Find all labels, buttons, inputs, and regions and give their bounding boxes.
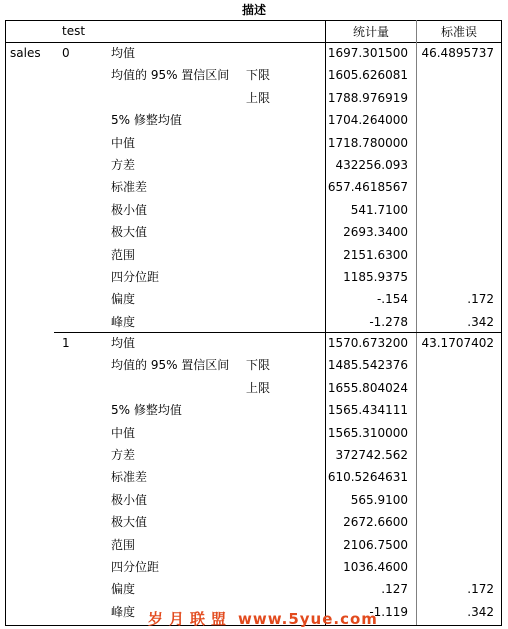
group-divider bbox=[54, 332, 502, 333]
row-label: 峰度 bbox=[111, 315, 136, 329]
row-label: 偏度 bbox=[111, 292, 136, 306]
row-statistic: 657.4618567 bbox=[327, 180, 408, 194]
row-statistic: 1718.780000 bbox=[327, 136, 408, 150]
row-label: 5% 修整均值 bbox=[111, 113, 182, 127]
row-std-error: .342 bbox=[467, 315, 494, 329]
row-statistic: 1485.542376 bbox=[327, 358, 408, 372]
row-statistic: 2106.7500 bbox=[343, 538, 408, 552]
group-level: 1 bbox=[62, 336, 70, 350]
row-statistic: 610.5264631 bbox=[327, 470, 408, 484]
row-std-error: 43.1707402 bbox=[421, 336, 494, 350]
row-statistic: 1788.976919 bbox=[327, 91, 408, 105]
row-sublabel: 上限 bbox=[246, 381, 271, 395]
row-statistic: 1697.301500 bbox=[327, 46, 408, 60]
row-label: 极大值 bbox=[111, 515, 148, 529]
row-statistic: -.154 bbox=[376, 292, 408, 306]
row-label: 四分位距 bbox=[111, 560, 160, 574]
row-statistic: 1704.264000 bbox=[327, 113, 408, 127]
row-label: 峰度 bbox=[111, 605, 136, 619]
row-label: 标准差 bbox=[111, 470, 148, 484]
variable-name: sales bbox=[10, 46, 41, 60]
row-label: 方差 bbox=[111, 158, 136, 172]
row-statistic: -1.119 bbox=[369, 605, 408, 619]
row-statistic: -1.278 bbox=[369, 315, 408, 329]
row-statistic: 541.7100 bbox=[350, 203, 408, 217]
table-right-border bbox=[501, 20, 502, 626]
row-statistic: 1565.310000 bbox=[327, 426, 408, 440]
row-statistic: 565.9100 bbox=[350, 493, 408, 507]
row-statistic: 1565.434111 bbox=[327, 403, 408, 417]
row-statistic: 1185.9375 bbox=[343, 270, 408, 284]
row-std-error: .342 bbox=[467, 605, 494, 619]
row-statistic: 1036.4600 bbox=[343, 560, 408, 574]
header-bottom-border bbox=[5, 42, 502, 43]
row-statistic: 2672.6600 bbox=[343, 515, 408, 529]
row-label: 方差 bbox=[111, 448, 136, 462]
row-label: 极小值 bbox=[111, 493, 148, 507]
table-title: 描述 bbox=[241, 3, 266, 17]
row-label: 四分位距 bbox=[111, 270, 160, 284]
watermark-url: www.5yue.com bbox=[238, 610, 378, 628]
row-statistic: 372742.562 bbox=[335, 448, 408, 462]
row-statistic: 432256.093 bbox=[335, 158, 408, 172]
row-label: 偏度 bbox=[111, 582, 136, 596]
row-statistic: 2693.3400 bbox=[343, 225, 408, 239]
row-statistic: 1570.673200 bbox=[327, 336, 408, 350]
watermark bbox=[148, 608, 378, 629]
row-label: 极大值 bbox=[111, 225, 148, 239]
row-sublabel: 下限 bbox=[246, 68, 271, 82]
row-std-error: 46.4895737 bbox=[421, 46, 494, 60]
row-statistic: 2151.6300 bbox=[343, 248, 408, 262]
row-label: 5% 修整均值 bbox=[111, 403, 182, 417]
row-sublabel: 下限 bbox=[246, 358, 271, 372]
header-statistic: 统计量 bbox=[352, 25, 389, 39]
row-label: 均值的 95% 置信区间 bbox=[111, 358, 230, 372]
row-label: 标准差 bbox=[111, 180, 148, 194]
watermark-text: 岁月联盟 bbox=[148, 610, 233, 628]
row-label: 均值 bbox=[111, 46, 136, 60]
row-label: 均值的 95% 置信区间 bbox=[111, 68, 230, 82]
row-statistic: .127 bbox=[381, 582, 408, 596]
row-label: 中值 bbox=[111, 136, 136, 150]
row-statistic: 1605.626081 bbox=[327, 68, 408, 82]
row-std-error: .172 bbox=[467, 582, 494, 596]
header-std-error: 标准误 bbox=[440, 25, 477, 39]
table-top-border bbox=[5, 20, 502, 21]
row-label: 均值 bbox=[111, 336, 136, 350]
table-left-border bbox=[5, 20, 6, 626]
row-statistic: 1655.804024 bbox=[327, 381, 408, 395]
row-label: 范围 bbox=[111, 248, 136, 262]
row-std-error: .172 bbox=[467, 292, 494, 306]
row-sublabel: 上限 bbox=[246, 91, 271, 105]
row-label: 范围 bbox=[111, 538, 136, 552]
row-label: 极小值 bbox=[111, 203, 148, 217]
row-label: 中值 bbox=[111, 426, 136, 440]
header-group-label: test bbox=[62, 24, 86, 38]
group-level: 0 bbox=[62, 46, 70, 60]
